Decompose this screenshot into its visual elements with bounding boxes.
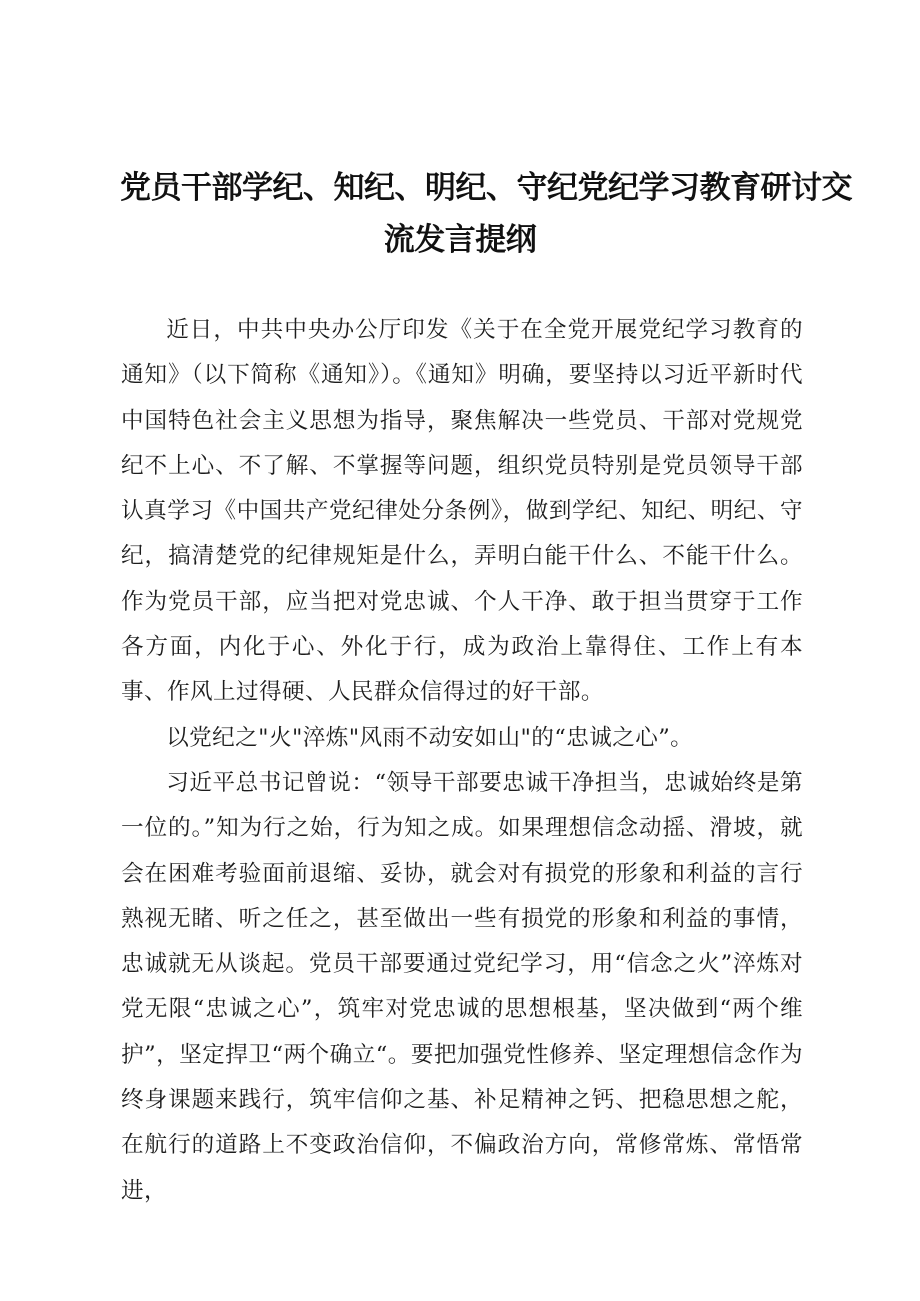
document-body — [121, 308, 803, 1214]
paragraph-intro: 近日，中共中央办公厅印发《关于在全党开展党纪学习教育的通知》（以下简称《通知》）。《通知》明确，要坚持以习近平新时代中国特色社会主义思想为指导，聚焦解决一些党员、干部对党规党纪不上心、不了解、不掌握等问题，组织党员特别是党员领导干部认真学习《中国共产党纪律处分条例》，做到学纪、知纪、明纪、守纪，搞清楚党的纪律规矩是什么，弄明白能干什么、不能干什么。作为党员干部，应当把对党忠诚、个人干净、敢于担当贯穿于工作各方面，内化于心、外化于行，成为政治上靠得住、工作上有本事、作风上过得硬、人民群众信得过的好干部。 — [121, 317, 803, 706]
paragraph-heading: 以党纪之"火"淬炼"风雨不动安如山"的“忠诚之心”。 — [166, 724, 694, 751]
title-line-1: 党员干部学纪、知纪、明纪、守纪党纪学习教育研讨交 — [120, 170, 852, 206]
document-title — [120, 162, 852, 266]
title-line-2: 流发言提纲 — [383, 222, 537, 258]
paragraph-loyalty: 习近平总书记曾说：“领导干部要忠诚干净担当，忠诚始终是第一位的。”知为行之始，行为知之成。如果理想信念动摇、滑坡，就会在困难考验面前退缩、妥协，就会对有损党的形象和利益的言行熟视无睹、听之任之，甚至做出一些有损党的形象和利益的事情，忠诚就无从谈起。党员干部要通过党纪学习，用“信念之火”淬炼对党无限“忠诚之心”，筑牢对党忠诚的思想根基，坚决做到“两个维护”，坚定捍卫“两个确立“。要把加强党性修养、坚定理想信念作为终身课题来践行，筑牢信仰之基、补足精神之钙、把稳思想之舵，在航行的道路上不变政治信仰，不偏政治方向，常修常炼、常悟常进， — [121, 769, 803, 1204]
